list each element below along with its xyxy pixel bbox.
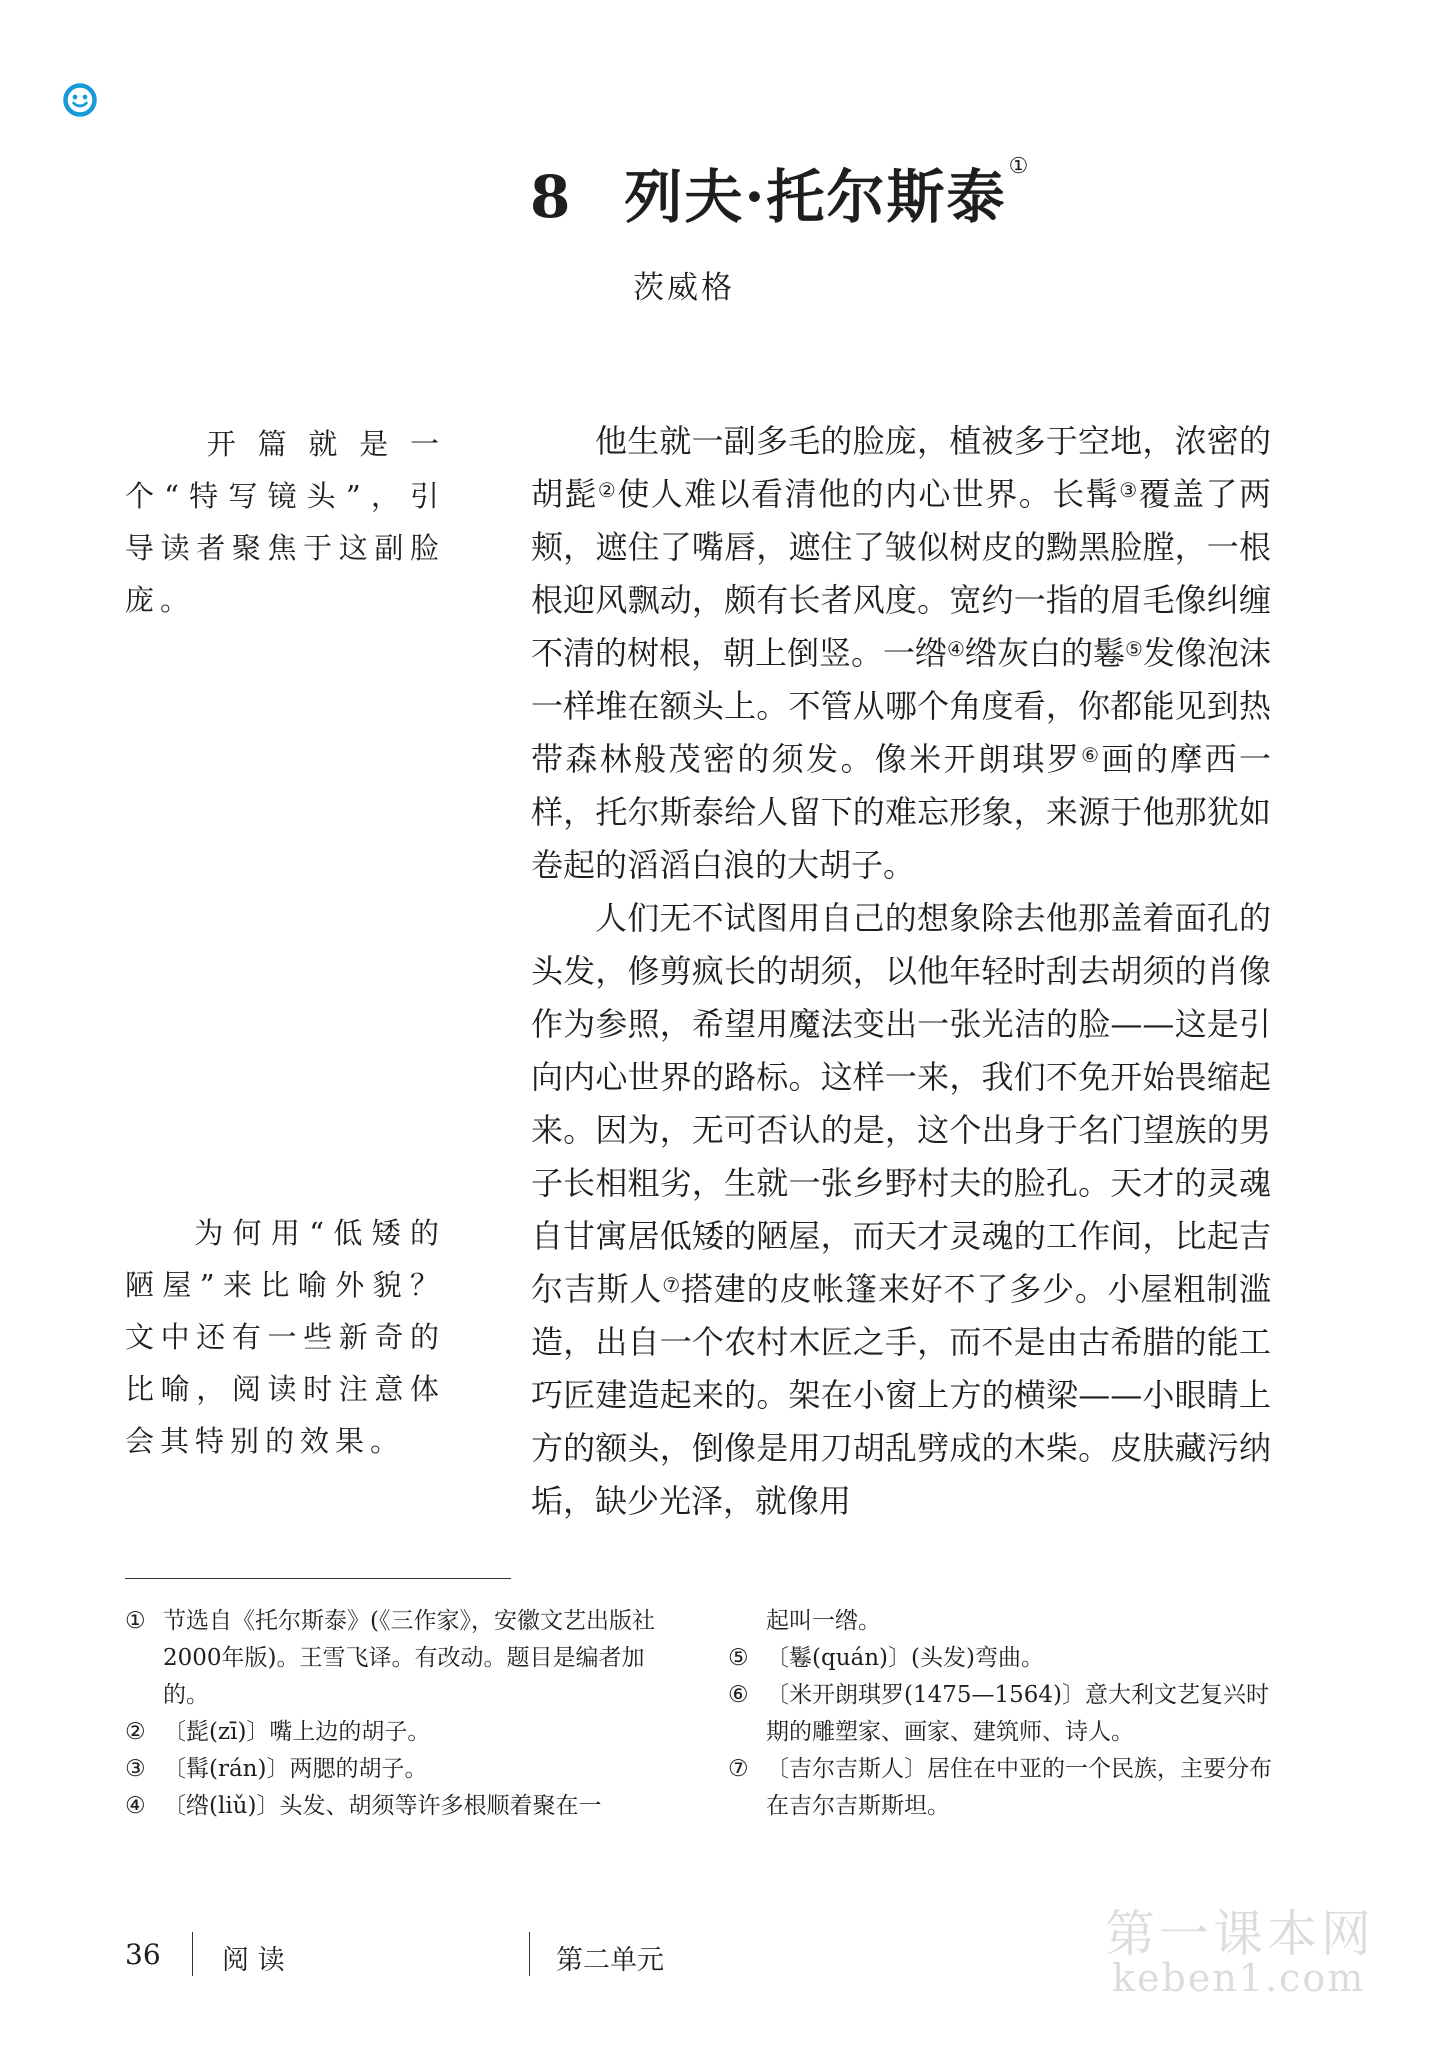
footnote-text: 〔吉尔吉斯人〕居住在中亚的一个民族，主要分布在吉尔吉斯斯坦。	[766, 1756, 1272, 1819]
lesson-number: 8	[530, 163, 573, 231]
paragraph-2	[531, 892, 1271, 1528]
title-text: 列夫·托尔斯泰	[624, 163, 1007, 231]
footnote-6	[728, 1677, 1288, 1751]
footnote-marker: ②	[125, 1719, 146, 1745]
title-footnote-marker: ①	[1008, 154, 1031, 179]
side-note-text: 为何用“低矮的陋屋”来比喻外貌？文中还有一些新奇的比喻，阅读时注意体会其特别的效果。	[125, 1216, 445, 1458]
footnote-ref[interactable]: ⑥	[1081, 743, 1102, 767]
text-run: 使人难以看清他的内心世界。长髯	[617, 475, 1120, 513]
watermark-text: 第一课本网	[1105, 1905, 1375, 1963]
footer-unit: 第二单元	[556, 1945, 664, 1976]
footnote-4-continued: 起叫一绺。	[766, 1608, 881, 1634]
footer-section: 阅 读	[222, 1945, 285, 1976]
text-run: 绺灰白的鬈	[964, 634, 1126, 672]
side-note-1	[125, 418, 445, 626]
footnote-ref[interactable]: ②	[597, 478, 618, 502]
footnote-marker: ⑦	[728, 1756, 749, 1782]
footnote-marker: ①	[125, 1608, 146, 1634]
footnotes-right-column	[728, 1603, 1288, 1825]
footnote-marker: ⑤	[728, 1645, 749, 1671]
footnote-5	[728, 1640, 1288, 1677]
footnote-1	[125, 1603, 670, 1714]
footnote-text: 〔髯(rán)〕两腮的胡子。	[163, 1756, 428, 1782]
footnote-ref[interactable]: ⑤	[1125, 637, 1143, 661]
footnote-7	[728, 1751, 1288, 1825]
main-text	[531, 415, 1271, 1528]
author-name: 茨威格	[633, 270, 735, 306]
text-run: 画的摩西一样，托尔斯泰给人留下的难忘形象，来源于他那犹如卷起的滔滔白浪的大胡子。	[531, 740, 1271, 884]
paragraph-1	[531, 415, 1271, 892]
side-note-2	[125, 1207, 445, 1467]
side-note-text: 开篇就是一个“特写镜头”，引导读者聚焦于这副脸庞。	[125, 427, 445, 617]
footnote-ref[interactable]: ③	[1119, 478, 1139, 502]
page-title	[530, 150, 1030, 234]
footnote-2	[125, 1714, 670, 1751]
footnote-text: 〔米开朗琪罗(1475—1564)〕意大利文艺复兴时期的雕塑家、画家、建筑师、诗人。	[766, 1682, 1270, 1745]
text-run: 搭建的皮帐篷来好不了多少。小屋粗制滥造，出自一个农村木匠之手，而不是由古希腊的能工巧匠建造起来的。架在小窗上方的横梁——小眼睛上方的额头，倒像是用刀胡乱劈成的木柴。皮肤藏污纳垢，缺少光泽，就像用	[531, 1270, 1271, 1520]
text-run: 他生就一副多毛的脸庞，植被多于空地，浓密的胡髭	[531, 422, 1271, 513]
footnote-marker: ④	[125, 1793, 146, 1819]
footnote-ref[interactable]: ⑦	[662, 1273, 682, 1297]
footnote-text: 〔鬈(quán)〕(头发)弯曲。	[766, 1645, 1044, 1671]
footnote-text: 〔绺(liǔ)〕头发、胡须等许多根顺着聚在一	[163, 1793, 602, 1819]
page-number: 36	[125, 1938, 161, 1971]
footnote-3	[125, 1751, 670, 1788]
text-run: 人们无不试图用自己的想象除去他那盖着面孔的头发，修剪疯长的胡须，以他年轻时刮去胡须的肖像作为参照，希望用魔法变出一张光洁的脸——这是引向内心世界的路标。这样一来，我们不免开始畏缩起来。因为，无可否认的是，这个出身于名门望族的男子长相粗劣，生就一张乡野村夫的脸孔。天才的灵魂自甘寓居低矮的陋屋，而天才灵魂的工作间，比起吉尔吉斯人	[531, 899, 1271, 1308]
footnote-4	[125, 1788, 670, 1825]
footnote-ref[interactable]: ④	[947, 637, 965, 661]
smiley-face-icon	[62, 82, 98, 118]
footnote-marker: ⑥	[728, 1682, 749, 1708]
footnote-text: 节选自《托尔斯泰》(《三作家》，安徽文艺出版社2000年版)。王雪飞译。有改动。题目是编者加的。	[163, 1608, 655, 1708]
footnote-divider	[125, 1578, 511, 1579]
text-run: 覆盖了两颊，遮住了嘴唇，遮住了皱似树皮的黝黑脸膛，一根根迎风飘动，颇有长者风度。宽约一指的眉毛像纠缠不清的树根，朝上倒竖。一绺	[531, 475, 1271, 672]
footnotes-left-column	[125, 1603, 670, 1825]
watermark-url: keben1.com	[1112, 1956, 1366, 2000]
text-run: 发像泡沫一样堆在额头上。不管从哪个角度看，你都能见到热带森林般茂密的须发。像米开朗琪罗	[531, 634, 1271, 778]
footnote-marker: ③	[125, 1756, 146, 1782]
footer-divider	[192, 1932, 193, 1976]
footnote-text: 〔髭(zī)〕嘴上边的胡子。	[163, 1719, 431, 1745]
footer-divider	[529, 1932, 530, 1976]
